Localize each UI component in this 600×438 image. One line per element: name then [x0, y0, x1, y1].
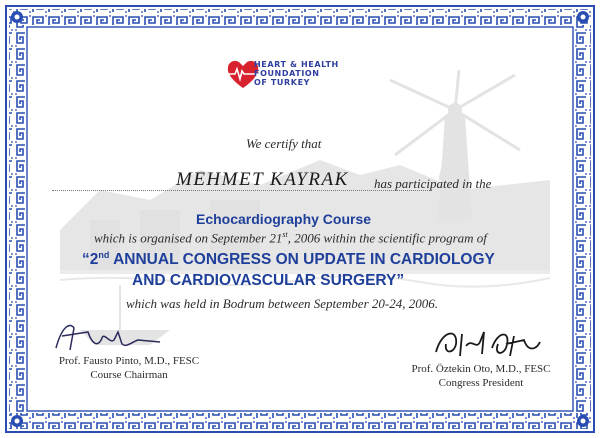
- left-signatory-role: Course Chairman: [90, 369, 168, 381]
- organised-pre: which is organised on September 21: [94, 230, 283, 246]
- organised-text: [94, 230, 487, 246]
- congress-title-line-1: [82, 250, 495, 269]
- organised-sup: st: [282, 230, 288, 239]
- right-signature: [432, 320, 552, 362]
- certify-text: We certify that: [246, 136, 322, 151]
- held-text: which was held in Bodrum between September 20-24, 2006.: [126, 296, 438, 311]
- left-signature: [48, 318, 168, 356]
- congress-quote-open: “2: [82, 251, 99, 269]
- congress-title-line-2: AND CARDIOVASCULAR SURGERY”: [132, 272, 405, 289]
- organised-post: , 2006 within the scientific program of: [287, 230, 487, 246]
- course-name: Echocardiography Course: [196, 211, 372, 227]
- congress-sup: nd: [98, 250, 110, 260]
- logo-line-1: HEART & HEALTH: [254, 60, 339, 69]
- participated-text: has participated in the: [374, 176, 492, 191]
- foundation-logo: [226, 56, 339, 108]
- logo-line-2: FOUNDATION: [254, 69, 320, 78]
- congress-line1-rest: ANNUAL CONGRESS ON UPDATE IN CARDIOLOGY: [109, 251, 495, 269]
- left-signatory-name: Prof. Fausto Pinto, M.D., FESC: [58, 355, 200, 367]
- logo-line-3: OF TURKEY: [254, 78, 311, 87]
- right-signatory-role: Congress President: [438, 377, 524, 389]
- recipient-name: MEHMET KAYRAK: [176, 169, 349, 190]
- right-signatory-name: Prof. Öztekin Oto, M.D., FESC: [411, 363, 551, 375]
